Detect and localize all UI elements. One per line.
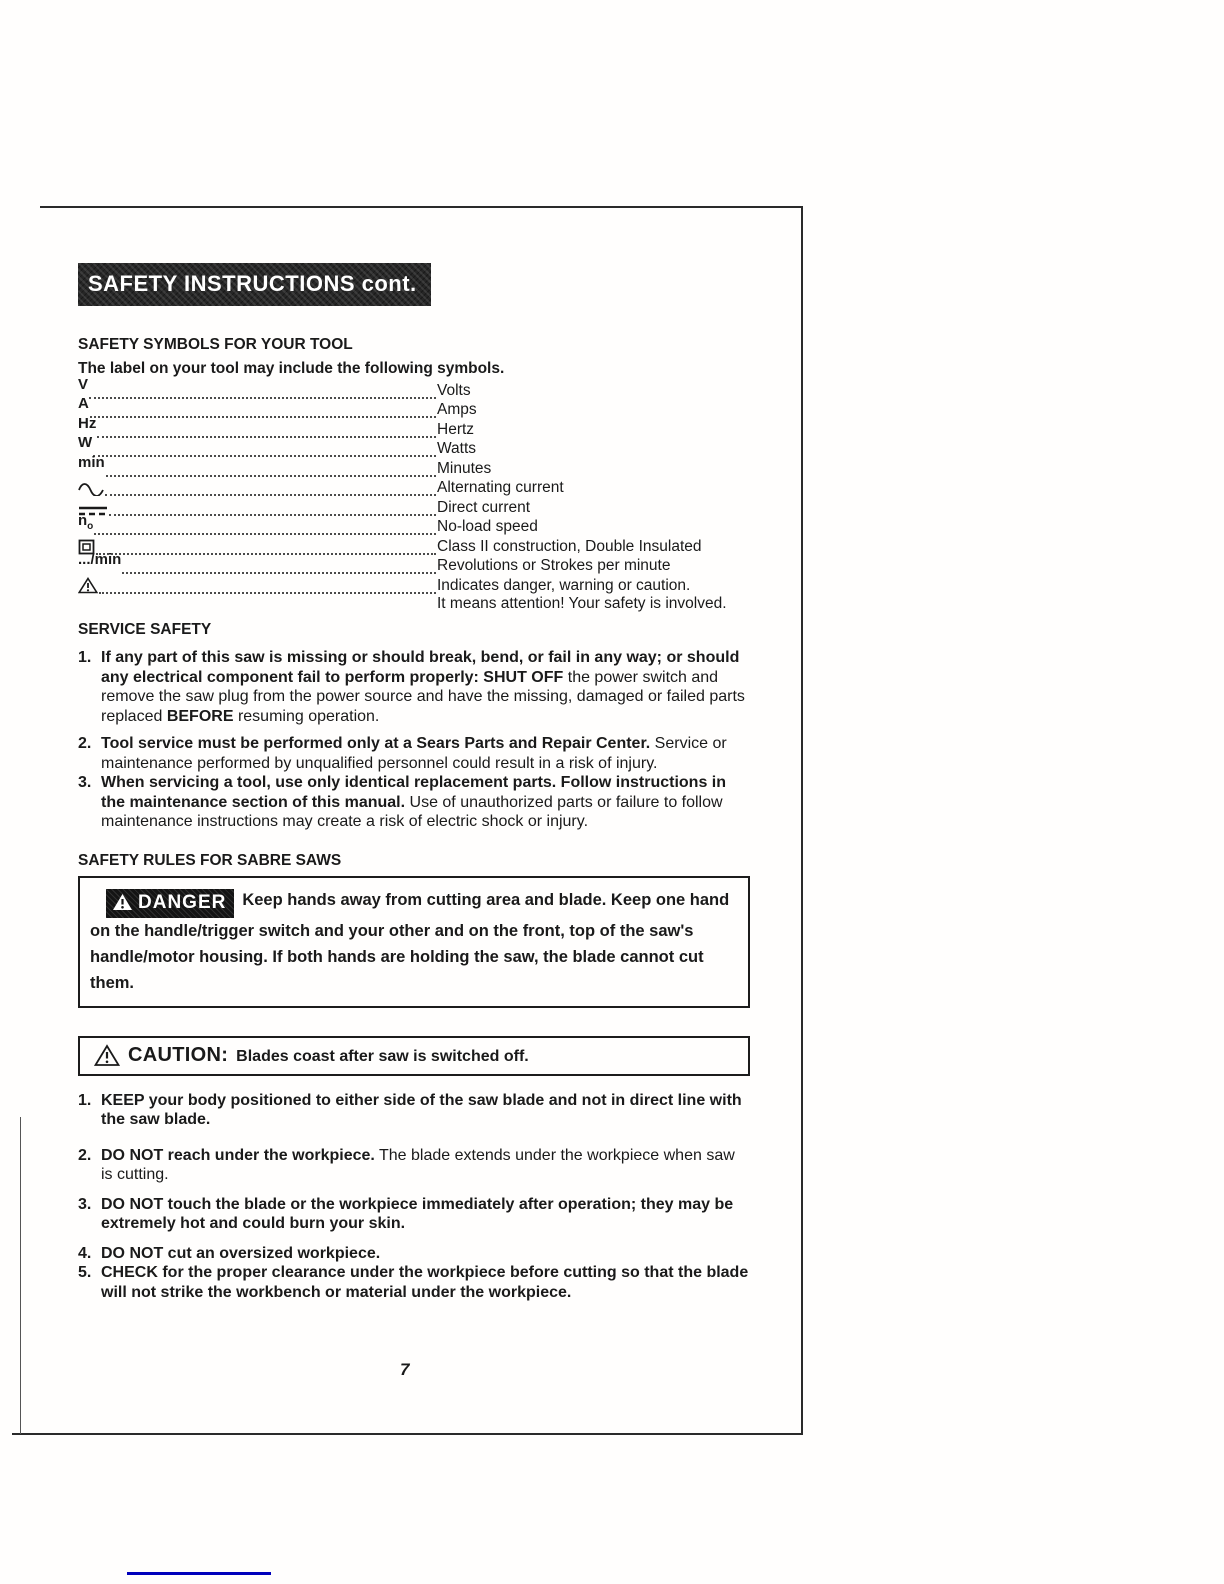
dotted-leader <box>94 520 436 535</box>
service-safety-heading: SERVICE SAFETY <box>78 621 212 638</box>
page-content <box>78 263 750 1302</box>
dotted-leader <box>109 501 436 516</box>
symbol-row <box>78 453 750 477</box>
item-text: If any part of this saw is missing or should break, bend, or fail in any way; or should any electrical component fail to perform properly: SHUT OFF the power switch and remove the saw plug from the power source and have the missing, damaged or failed parts replaced BEFORE resuming operation. <box>101 649 745 725</box>
dotted-leader <box>96 540 436 555</box>
page-border-top <box>40 206 803 208</box>
symbol-row <box>78 535 750 555</box>
symbol-text: min <box>78 453 105 471</box>
symbols-continuation-text: It means attention! Your safety is involved. <box>437 594 727 612</box>
danger-box-text: Keep hands away from cutting area and blade. Keep one hand on the handle/trigger switch and your other and on the front, top of the saw's handle/motor housing. If both hands are holding the saw, the blade cannot cut them. <box>90 890 730 992</box>
item-number: 3. <box>78 1195 92 1213</box>
service-safety-item <box>78 734 750 773</box>
dotted-leader <box>93 442 436 457</box>
symbol-definition: Minutes <box>437 459 492 477</box>
item-number: 1. <box>78 649 92 666</box>
item-text: DO NOT touch the blade or the workpiece immediately after operation; they may be extremely hot and could burn your skin. <box>101 1195 734 1232</box>
item-text: CHECK for the proper clearance under the workpiece before cutting so that the blade will not strike the workbench or material under the workpiece. <box>101 1264 749 1301</box>
section-title-banner: SAFETY INSTRUCTIONS cont. <box>78 263 431 306</box>
item-number: 4. <box>78 1244 92 1262</box>
symbol-row <box>78 512 750 536</box>
dotted-leader <box>106 462 436 477</box>
symbol-definition: Hertz <box>437 420 475 438</box>
caution-box <box>78 1036 750 1076</box>
service-safety-item <box>78 648 750 726</box>
symbol-definition: Revolutions or Strokes per minute <box>437 557 671 574</box>
symbol-definition: Watts <box>437 440 477 457</box>
footer-link-underline <box>127 1572 271 1575</box>
caution-triangle-icon <box>94 1044 120 1067</box>
item-number: 2. <box>78 1146 92 1164</box>
service-safety-list <box>78 648 750 832</box>
item-text: DO NOT reach under the workpiece. The blade extends under the workpiece when saw is cutting. <box>101 1146 735 1183</box>
caution-label: CAUTION: <box>128 1044 229 1066</box>
symbol-row <box>78 574 750 594</box>
symbol-text: .../min <box>78 551 122 568</box>
item-text: DO NOT cut an oversized workpiece. <box>101 1244 381 1262</box>
caution-text: Blades coast after saw is switched off. <box>236 1047 529 1065</box>
symbol-row <box>78 414 750 438</box>
sabre-saw-rule-item <box>78 1244 750 1264</box>
symbols-intro-text: The label on your tool may include the following symbols. <box>78 360 505 377</box>
danger-badge <box>106 889 234 918</box>
symbol-row <box>78 551 750 575</box>
sabre-saw-rule-item <box>78 1091 750 1130</box>
item-text: Tool service must be performed only at a Sears Parts and Repair Center. Service or maintenance performed by unqualified personnel could result in a risk of injury. <box>101 735 727 772</box>
sabre-saw-rule-item <box>78 1263 750 1302</box>
symbol-text: W <box>78 434 93 451</box>
item-number: 1. <box>78 1091 92 1109</box>
symbol-definition: Class II construction, Double Insulated <box>437 537 702 555</box>
symbol-row <box>78 395 750 419</box>
symbols-section-heading: SAFETY SYMBOLS FOR YOUR TOOL <box>78 336 353 353</box>
symbol-row <box>78 496 750 516</box>
symbol-row <box>78 375 750 399</box>
symbols-list <box>78 375 750 594</box>
dotted-leader <box>122 559 436 574</box>
sabre-saw-rule-item <box>78 1195 750 1234</box>
sabre-saw-rules-heading: SAFETY RULES FOR SABRE SAWS <box>78 851 342 869</box>
symbol-text: V <box>78 375 89 393</box>
symbol-cell <box>78 571 98 594</box>
page-border-right <box>801 206 803 1435</box>
sabre-saw-rules-list <box>78 1091 750 1303</box>
page-border-left <box>20 1117 21 1434</box>
danger-badge-label: DANGER <box>138 891 227 913</box>
dotted-leader <box>97 423 436 438</box>
symbol-text: Hz <box>78 414 97 432</box>
symbol-definition: Indicates danger, warning or caution. <box>437 576 691 594</box>
symbol-definition: Direct current <box>437 498 531 516</box>
sabre-saw-rule-item <box>78 1146 750 1185</box>
dotted-leader <box>99 579 436 594</box>
page-border-bottom <box>12 1433 803 1435</box>
item-text: KEEP your body positioned to either side of the saw blade and not in direct line with the saw blade. <box>101 1091 742 1128</box>
symbol-definition: Volts <box>437 381 471 399</box>
symbol-text: A <box>78 395 89 412</box>
symbol-definition: Amps <box>437 401 477 418</box>
item-number: 5. <box>78 1264 92 1281</box>
symbol-row <box>78 477 750 497</box>
dotted-leader <box>90 403 436 418</box>
service-safety-item <box>78 773 750 832</box>
symbol-subscript: o <box>87 521 94 532</box>
warning-triangle-icon <box>78 577 98 594</box>
symbol-text: n <box>78 512 88 529</box>
dotted-leader <box>89 384 436 399</box>
dotted-leader <box>105 481 436 496</box>
item-number: 2. <box>78 735 92 752</box>
symbol-definition: No-load speed <box>437 518 538 535</box>
danger-warning-box <box>78 876 750 1008</box>
item-text: When servicing a tool, use only identical replacement parts. Follow instructions in the maintenance section of this manual. Use of unauthorized parts or failure to follow maintenance instructions may create a risk of electric shock or injury. <box>101 774 727 830</box>
page-number: 7 <box>400 1360 410 1379</box>
symbol-row <box>78 434 750 458</box>
danger-triangle-icon <box>112 893 133 911</box>
item-number: 3. <box>78 774 92 791</box>
symbol-definition: Alternating current <box>437 479 564 496</box>
